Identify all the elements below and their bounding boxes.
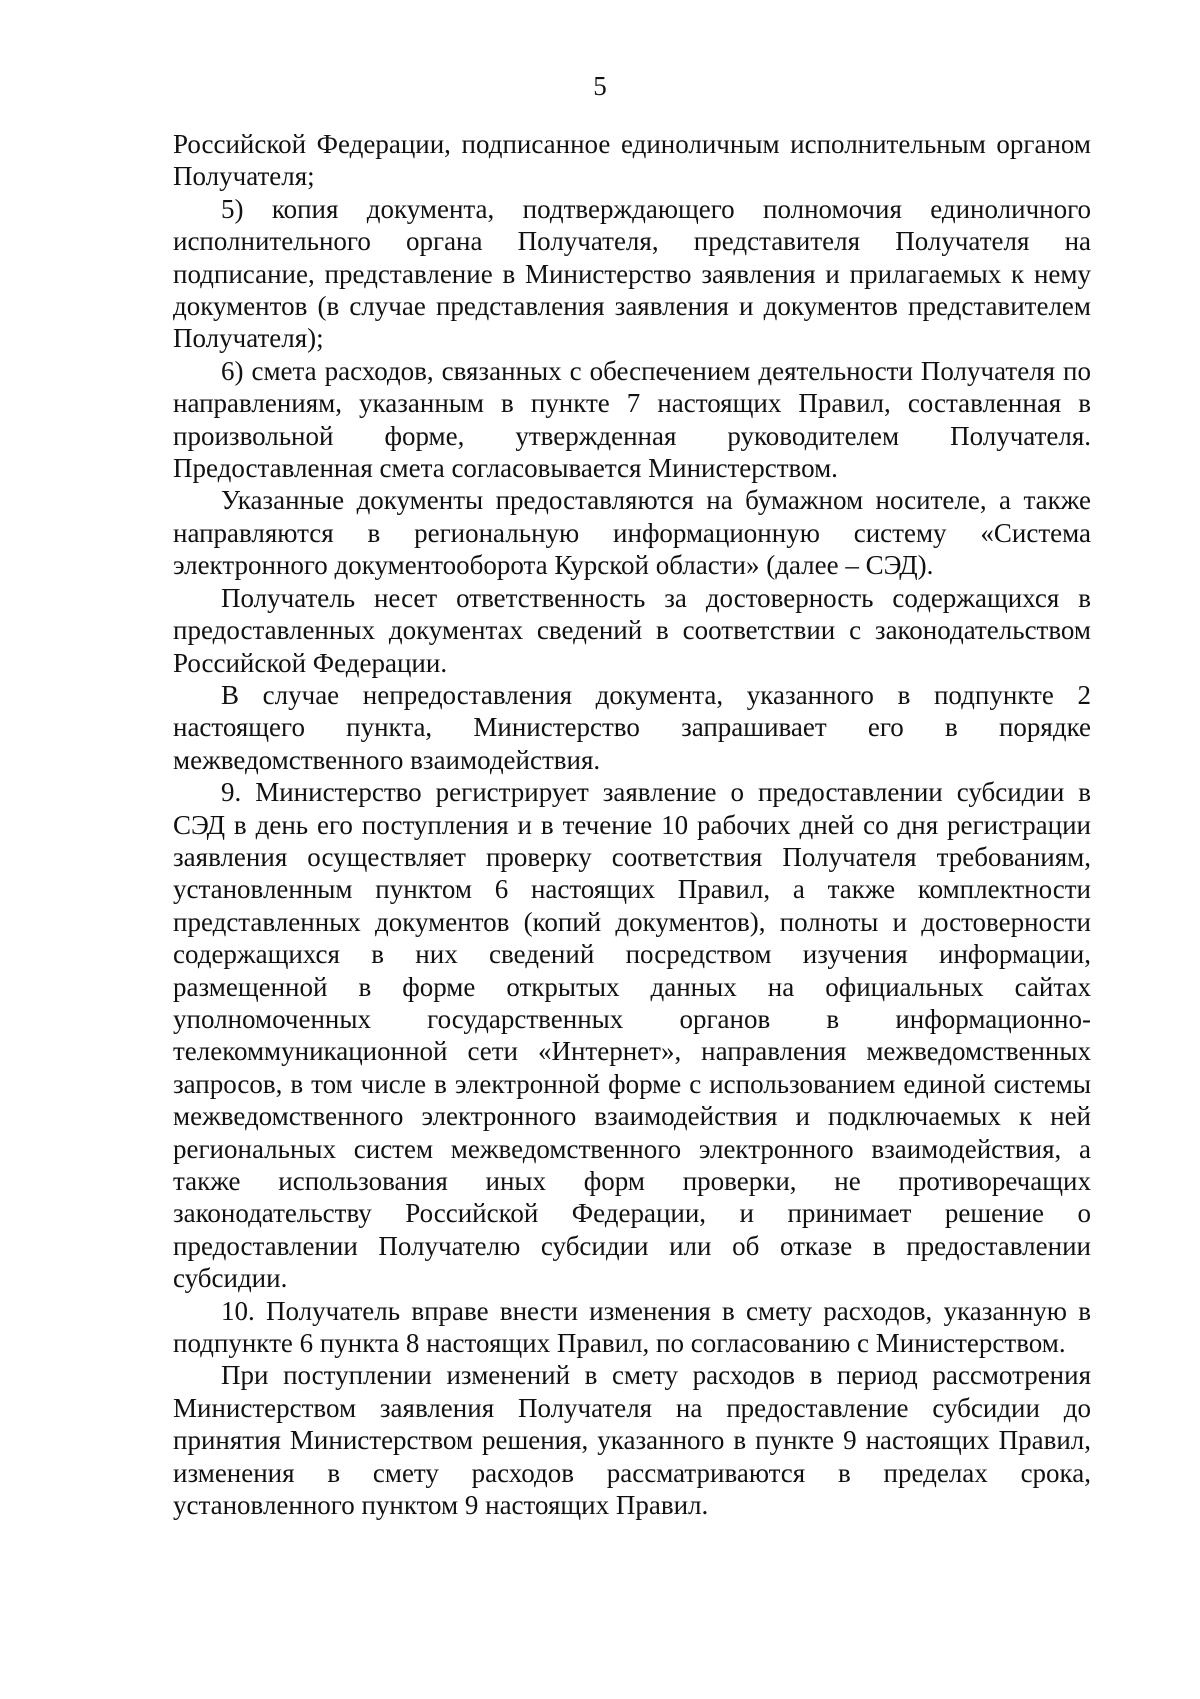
page-number: 5 [593,71,607,101]
paragraph-clause-9: 9. Министерство регистрирует заявление о предоставлении субсидии в СЭД в день его поступления и в течение 10 рабочих дней со дня регистрации заявления осуществляет проверку соответствия Получателя требованиям, установленным пунктом 6 настоящих Правил, а также комплектности представленных документов (копий документов), полноты и достоверности содержащихся в них сведений посредством изучения информации, размещенной в форме открытых данных на официальных сайтах уполномоченных государственных органов в информационно-телекоммуникационной сети «Интернет», направления межведомственных запросов, в том числе в электронной форме с использованием единой системы межведомственного электронного взаимодействия и подключаемых к ней региональных систем межведомственного электронного взаимодействия, а также использования иных форм проверки, не противоречащих законодательству Российской Федерации, и принимает решение о предоставлении Получателю субсидии или об отказе в предоставлении субсидии. [173,777,1091,1294]
paragraph-clause-10: 10. Получатель вправе внести изменения в смету расходов, указанную в подпункте 6 пункта 8 настоящих Правил, по согласованию с Министерством. [173,1295,1091,1359]
document-body [173,128,1091,1521]
paragraph-item-6: 6) смета расходов, связанных с обеспечением деятельности Получателя по направлениям, указанным в пункте 7 настоящих Правил, составленная в произвольной форме, утвержденная руководителем Получателя. Предоставленная смета согласовывается Министерством. [173,355,1091,484]
paragraph-interagency-request: В случае непредоставления документа, указанного в подпункте 2 настоящего пункта, Министерство запрашивает его в порядке межведомственного взаимодействия. [173,679,1091,775]
paragraph-changes-review: При поступлении изменений в смету расходов в период рассмотрения Министерством заявления Получателя на предоставление субсидии до принятия Министерством решения, указанного в пункте 9 настоящих Правил, изменения в смету расходов рассматриваются в пределах срока, установленного пунктом 9 настоящих Правил. [173,1360,1091,1521]
paragraph-documents-submission: Указанные документы предоставляются на бумажном носителе, а также направляются в региональную информационную систему «Система электронного документооборота Курской области» (далее – СЭД). [173,485,1091,581]
paragraph-item-5: 5) копия документа, подтверждающего полномочия единоличного исполнительного органа Получателя, представителя Получателя на подписание, представление в Министерство заявления и прилагаемых к нему документов (в случае представления заявления и документов представителем Получателя); [173,193,1091,354]
paragraph-responsibility: Получатель несет ответственность за достоверность содержащихся в предоставленных документах сведений в соответствии с законодательством Российской Федерации. [173,582,1091,678]
paragraph-continuation: Российской Федерации, подписанное единоличным исполнительным органом Получателя; [173,129,1091,192]
